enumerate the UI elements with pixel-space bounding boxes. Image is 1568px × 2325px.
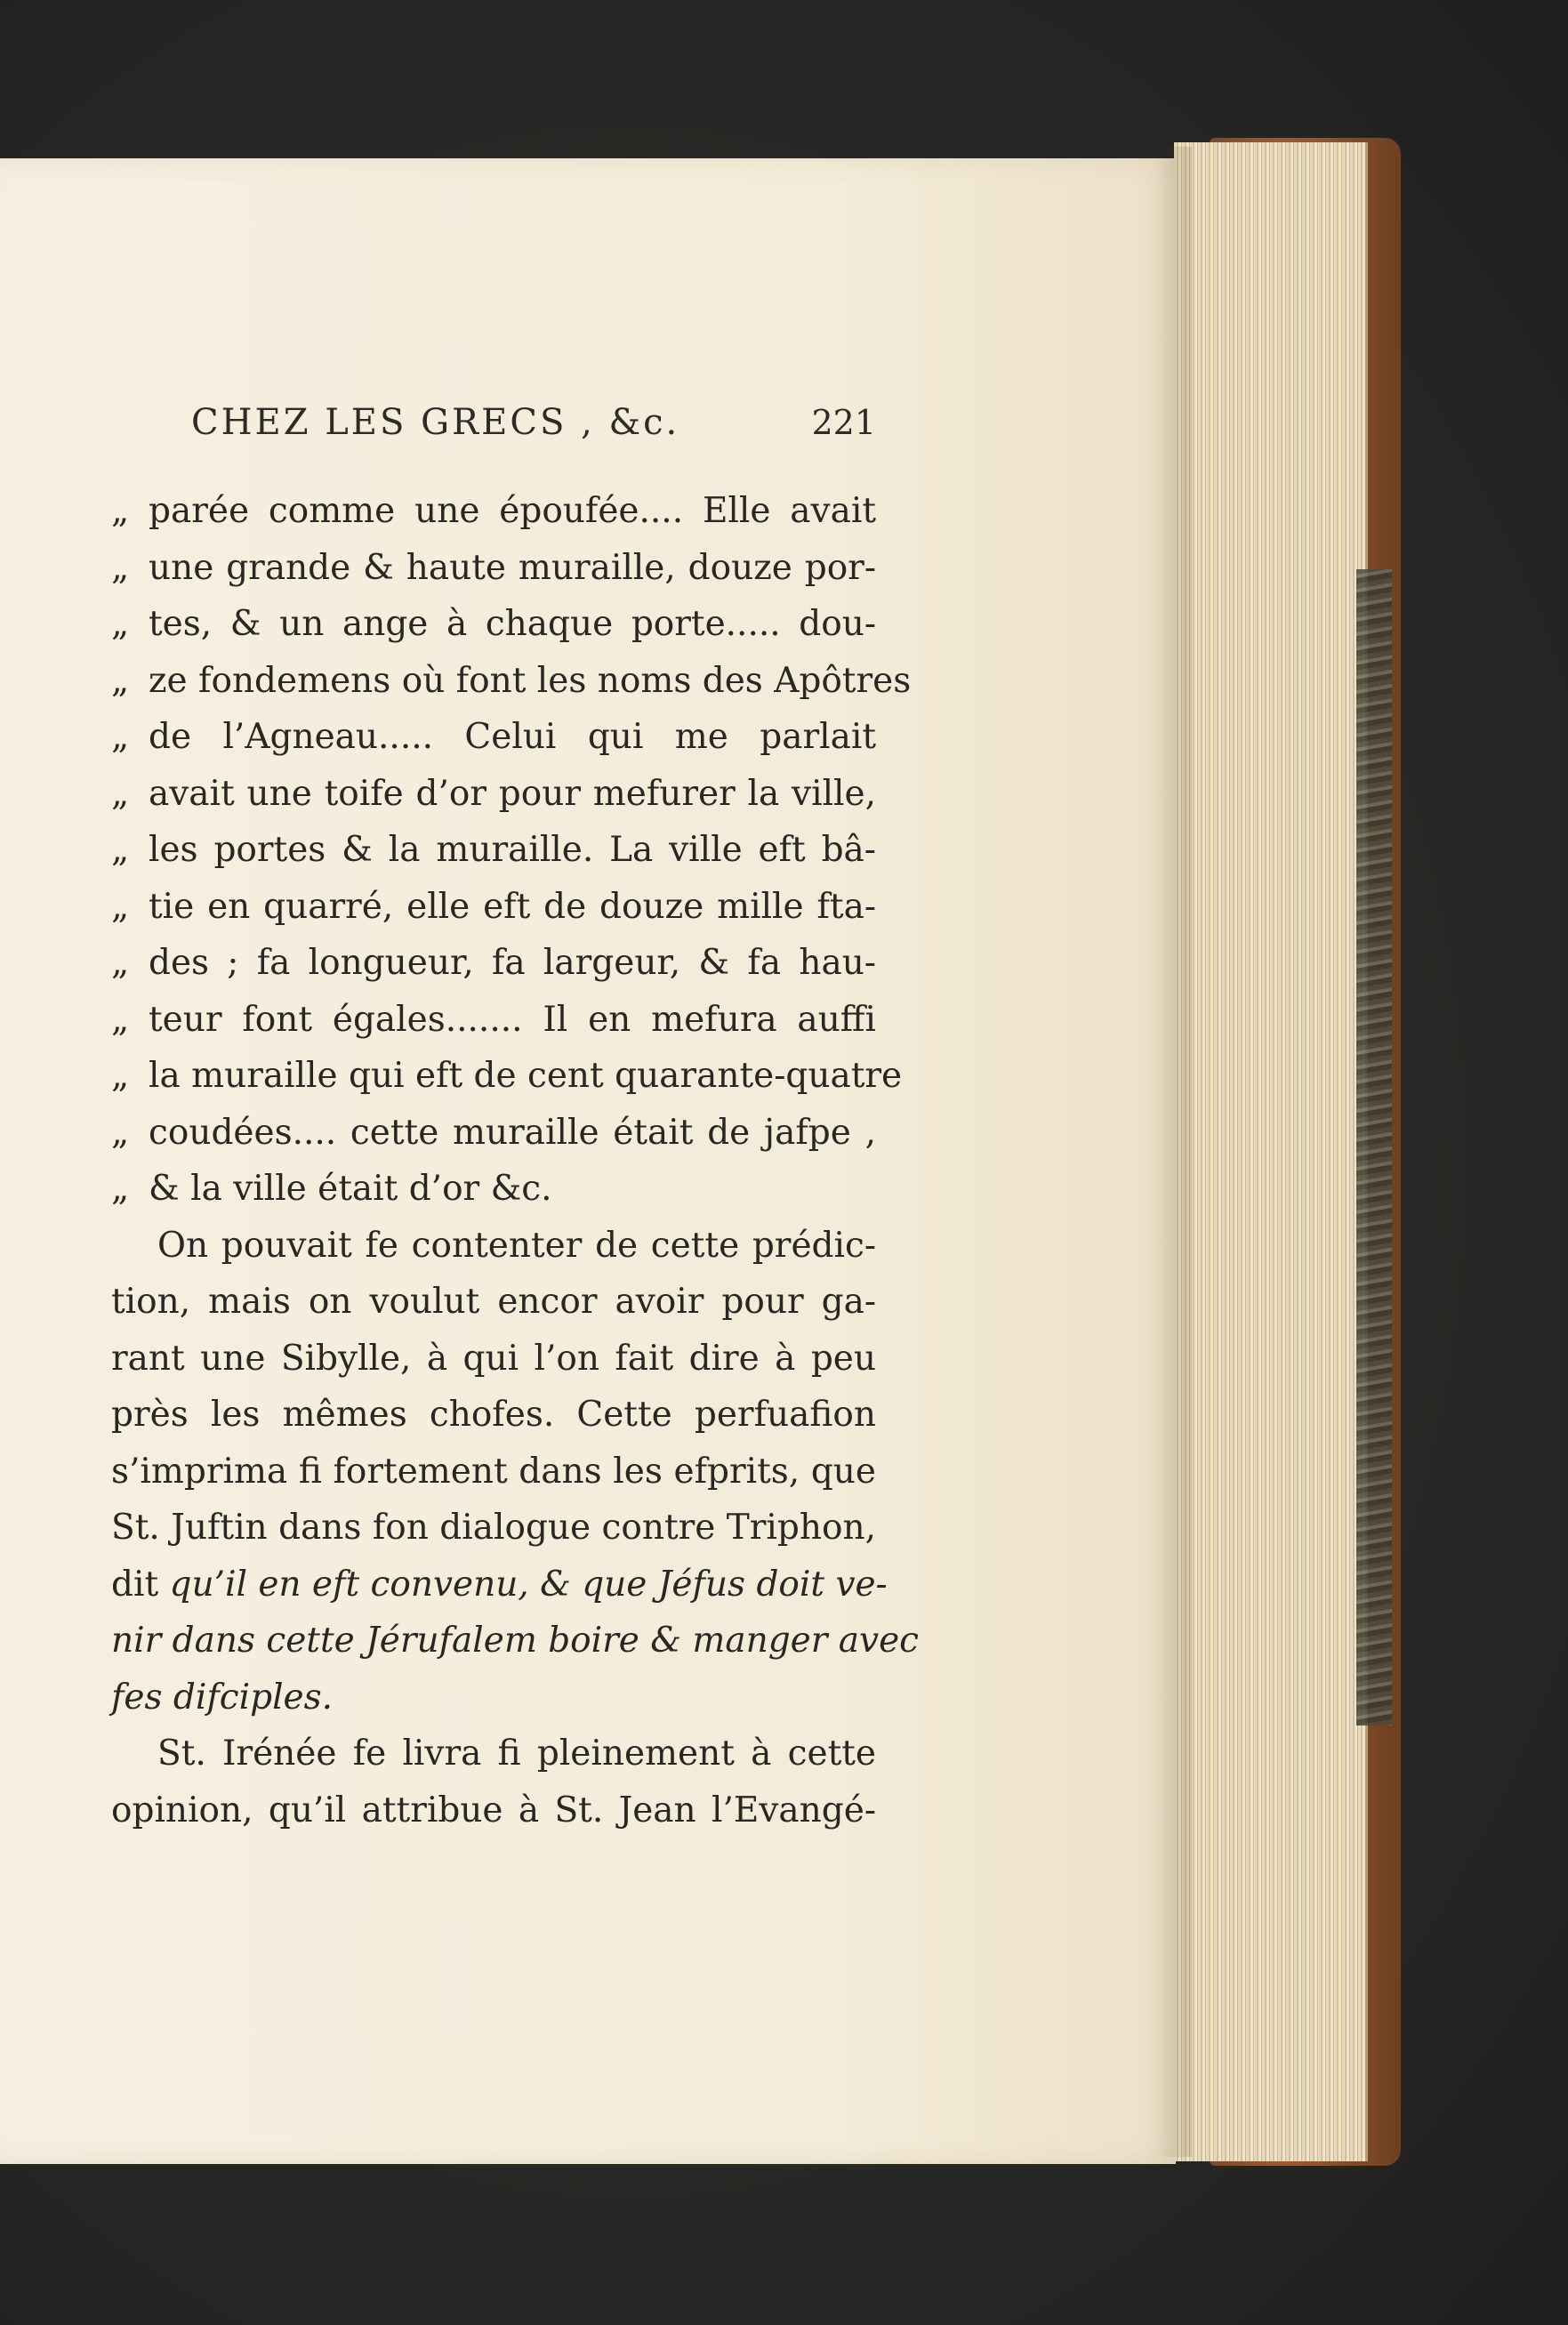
page-edges (1174, 142, 1368, 2161)
text-body (111, 485, 920, 1840)
marbled-cover-edge (1356, 569, 1392, 1726)
text-line: „ teur font égales....... Il en mefura auffi (111, 999, 876, 1040)
text-line: „ les portes & la muraille. La ville eft bâ- (111, 830, 876, 870)
text-line: tion, mais on voulut encor avoir pour ga- (111, 1282, 876, 1322)
text-line: „ de l’Agneau..... Celui qui me parlait (111, 717, 876, 757)
text-line: rant une Sibylle, à qui l’on fait dire à peu (111, 1338, 876, 1379)
text-line: „ & la ville était d’or &c. (111, 1169, 552, 1209)
text-line-italic: nir dans cette Jérufalem boire & manger avec (111, 1621, 920, 1661)
text-line: opinion, qu’il attribue à St. Jean l’Evangé- (111, 1790, 876, 1830)
paragraph-start-line: St. Irénée fe livra fi pleinement à cette (157, 1734, 876, 1774)
text-line: „ tes, & un ange à chaque porte..... dou- (111, 604, 876, 644)
text-line-mixed: dit qu’il en eft convenu, & que Jéfus doit ve- (111, 1564, 888, 1605)
text-line: près les mêmes chofes. Cette perfuafion (111, 1395, 876, 1435)
text-line: „ avait une toife d’or pour mefurer la ville, (111, 773, 876, 814)
text-line: „ tie en quarré, elle eft de douze mille fta- (111, 886, 876, 927)
gutter-shadow (1156, 147, 1192, 2157)
text-line: „ une grande & haute muraille, douze por- (111, 547, 876, 588)
text-line: „ la muraille qui eft de cent quarante-quatre (111, 1056, 903, 1096)
text-line: St. Juftin dans fon dialogue contre Triphon, (111, 1508, 876, 1548)
text-line: „ ze fondemens où font les noms des Apôtres (111, 660, 912, 701)
text-line: „ des ; fa longueur, fa largeur, & fa hau- (111, 943, 876, 983)
running-head (191, 402, 876, 443)
page-number: 221 (811, 403, 876, 442)
text-line: „ coudées.... cette muraille était de jafpe , (111, 1112, 876, 1153)
text-line-italic: fes difciples. (111, 1677, 334, 1718)
text-line: „ parée comme une époufée.... Elle avait (111, 491, 876, 531)
text-line: s’imprima fi fortement dans les efprits, que (111, 1451, 876, 1492)
paragraph-start-line: On pouvait fe contenter de cette prédic- (157, 1225, 876, 1266)
running-head-title: CHEZ LES GRECS , &c. (191, 402, 680, 443)
